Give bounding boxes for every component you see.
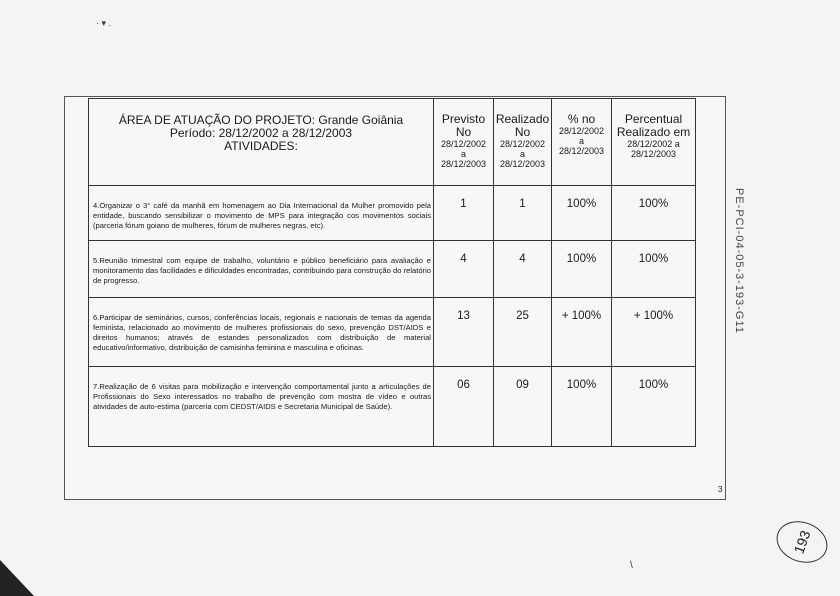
header-previsto bbox=[434, 99, 494, 186]
pct-cell: 100% bbox=[552, 367, 612, 447]
activity-cell: 6.Participar de seminários, cursos, conferências locais, regionais e nacionais de temas da agenda feminista, relacionado ao movimento de mulheres profissionais do sexo, prevenção DST/AIDS e direitos humanos; através de estandes personalizados com distribuição de material educativo/informativo, distribuição de camisinha feminina e masculina e oficinas. bbox=[89, 298, 434, 367]
pct-cell: 100% bbox=[552, 186, 612, 241]
realizado-cell: 09 bbox=[494, 367, 552, 447]
previsto-cell: 1 bbox=[434, 186, 494, 241]
pct-start-date: 28/12/2002 bbox=[558, 126, 605, 136]
activity-cell: 5.Reunião trimestral com equipe de trabalho, voluntário e público beneficiário para avaliação e monitoramento das facilidades e dificuldades encontradas, contribuindo para construção do relatório de progresso. bbox=[89, 241, 434, 298]
realizado-start-date: 28/12/2002 bbox=[499, 139, 546, 149]
percentual-label: Percentual bbox=[624, 112, 683, 126]
table-row bbox=[89, 298, 696, 367]
percentual-cell: 100% bbox=[612, 186, 696, 241]
scan-mark: \ bbox=[630, 560, 633, 571]
previsto-start-date: 28/12/2002 bbox=[440, 139, 487, 149]
pct-label: % no bbox=[567, 112, 596, 126]
previsto-no-label: No bbox=[455, 125, 472, 139]
scan-corner-mark bbox=[0, 560, 34, 596]
realizado-label: Realizado bbox=[495, 112, 550, 126]
pct-cell: 100% bbox=[552, 241, 612, 298]
realizado-a: a bbox=[519, 149, 525, 159]
previsto-cell: 06 bbox=[434, 367, 494, 447]
previsto-end-date: 28/12/2003 bbox=[440, 159, 487, 169]
pct-a: a bbox=[578, 136, 584, 146]
scan-speck: · ▾ . bbox=[96, 18, 112, 28]
realizado-cell: 1 bbox=[494, 186, 552, 241]
previsto-a: a bbox=[460, 149, 466, 159]
realizado-em-label: Realizado em bbox=[616, 125, 691, 139]
page-number: 3 bbox=[718, 485, 723, 494]
table-row bbox=[89, 367, 696, 447]
header-title-cell bbox=[89, 99, 434, 186]
page-stamp: 193 bbox=[771, 514, 834, 569]
header-realizado bbox=[494, 99, 552, 186]
previsto-cell: 13 bbox=[434, 298, 494, 367]
area-title: ÁREA DE ATUAÇÃO DO PROJETO: Grande Goiânia bbox=[118, 113, 404, 127]
activities-table bbox=[88, 98, 696, 447]
activities-title: ATIVIDADES: bbox=[224, 139, 298, 153]
table-header-row bbox=[89, 99, 696, 186]
header-pct bbox=[552, 99, 612, 186]
realizado-no-label: No bbox=[514, 125, 531, 139]
previsto-cell: 4 bbox=[434, 241, 494, 298]
header-percentual bbox=[612, 99, 696, 186]
handwritten-side-note: PE-PCI-04-05-3-193-G11 bbox=[733, 188, 745, 334]
realizado-end-date: 28/12/2003 bbox=[499, 159, 546, 169]
percentual-end-date: 28/12/2003 bbox=[630, 149, 677, 159]
percentual-cell: 100% bbox=[612, 241, 696, 298]
percentual-start-date: 28/12/2002 a bbox=[627, 139, 680, 149]
activity-cell: 7.Realização de 6 visitas para mobilização e intervenção comportamental junto a articulações de Profissionais do Sexo interessados no trabalho de prevenção com mostra de vídeo e outras atividades de auto-estima (parceria com CEDST/AIDS e Secretaria Municipal de Saúde). bbox=[89, 367, 434, 447]
realizado-cell: 25 bbox=[494, 298, 552, 367]
pct-cell: + 100% bbox=[552, 298, 612, 367]
realizado-cell: 4 bbox=[494, 241, 552, 298]
activity-cell: 4.Organizar o 3° café da manhã em homenagem ao Dia Internacional da Mulher promovido pela entidade, buscando sensibilizar o movimento de MPS para integração cos movimentos sociais (parceria fórum goiano de mulheres, fórum de mulheres negras, etc). bbox=[89, 186, 434, 241]
previsto-label: Previsto bbox=[441, 112, 486, 126]
percentual-cell: 100% bbox=[612, 367, 696, 447]
table-row bbox=[89, 186, 696, 241]
table-row bbox=[89, 241, 696, 298]
pct-end-date: 28/12/2003 bbox=[558, 146, 605, 156]
period-title: Período: 28/12/2002 a 28/12/2003 bbox=[169, 126, 353, 140]
percentual-cell: + 100% bbox=[612, 298, 696, 367]
